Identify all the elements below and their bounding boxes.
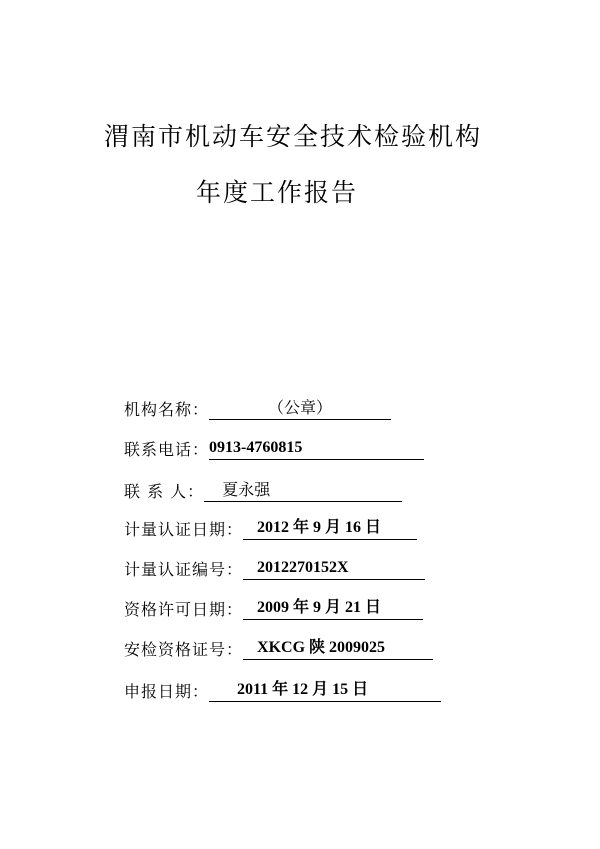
- field-contact-person: [124, 478, 402, 502]
- field-label: 联系电话：: [124, 440, 210, 459]
- field-report-date: [124, 678, 441, 702]
- field-inspection-cert-number: [124, 636, 433, 660]
- document-title: 渭南市机动车安全技术检验机构: [104, 122, 483, 151]
- field-value-report-date: 2011 年 12 月 15 日: [209, 680, 441, 702]
- document-subtitle: 年度工作报告: [196, 178, 359, 207]
- field-label: 联 系 人：: [124, 482, 205, 501]
- field-label: 安检资格证号：: [124, 640, 244, 659]
- field-label: 申报日期：: [124, 682, 210, 701]
- field-contact-phone: [124, 436, 424, 460]
- field-metrology-cert-date: [124, 516, 417, 540]
- field-label: 计量认证日期：: [124, 520, 244, 539]
- field-label: 资格许可日期：: [124, 600, 244, 619]
- field-value-license-date: 2009 年 9 月 21 日: [243, 598, 423, 620]
- field-value-metrology-cert-date: 2012 年 9 月 16 日: [243, 518, 417, 540]
- field-label: 计量认证编号：: [124, 560, 244, 579]
- field-license-date: [124, 596, 423, 620]
- field-metrology-cert-number: [124, 556, 425, 580]
- field-value-organization-name: （公章）: [209, 398, 391, 420]
- field-value-metrology-cert-number: 2012270152X: [243, 558, 425, 580]
- field-value-inspection-cert-number: XKCG 陕 2009025: [243, 638, 433, 660]
- field-value-contact-person: 夏永强: [204, 480, 402, 502]
- field-value-contact-phone: 0913-4760815: [209, 438, 424, 460]
- field-organization-name: [124, 396, 391, 420]
- field-label: 机构名称：: [124, 400, 210, 419]
